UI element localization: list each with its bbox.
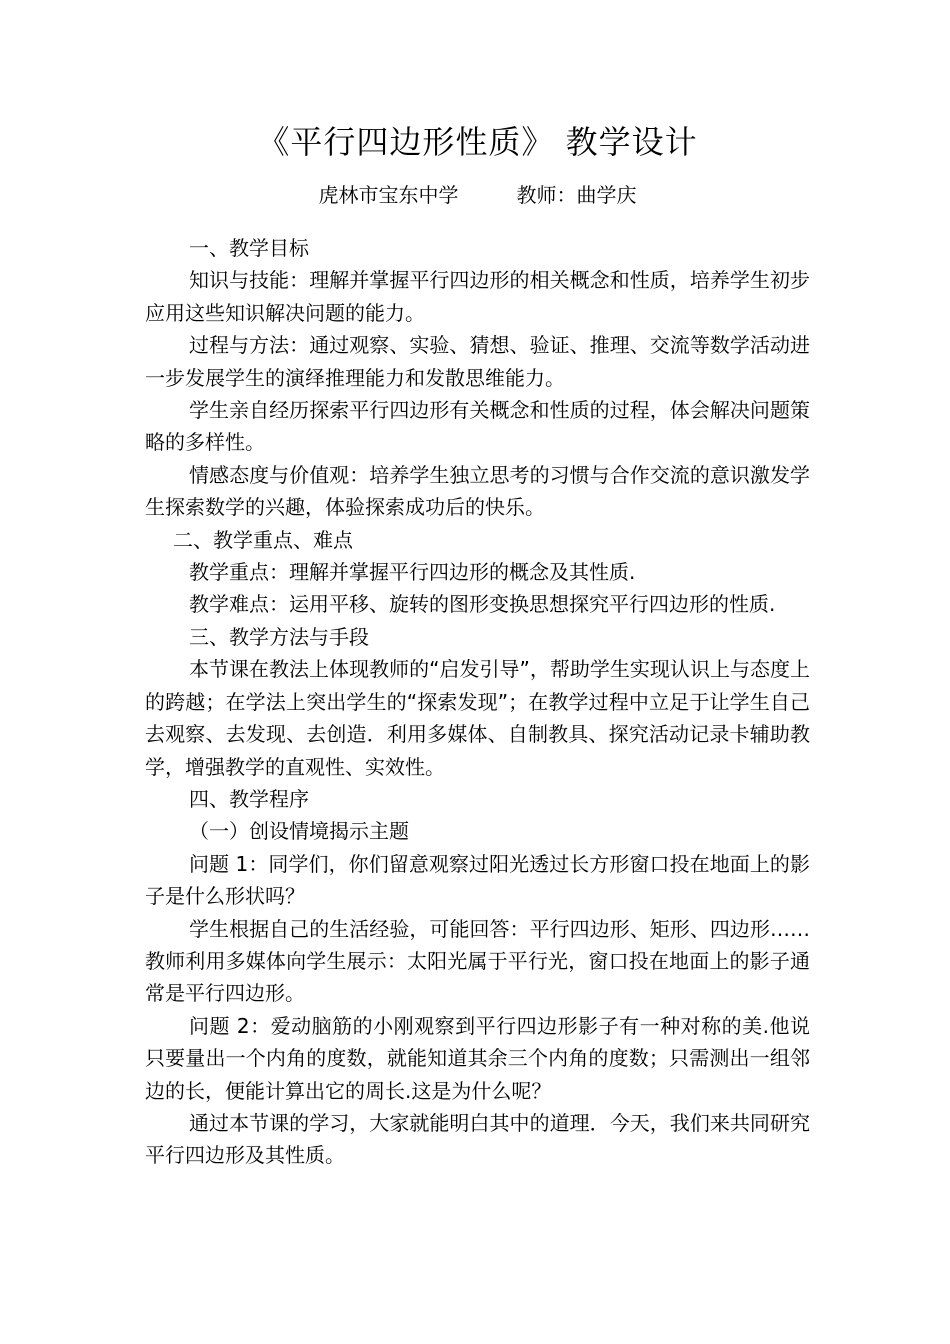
paragraph-question-2: 问题 2：爱动脑筋的小刚观察到平行四边形影子有一种对称的美.他说只要量出一个内角的度数，就能知道其余三个内角的度数；只需测出一组邻边的长，便能计算出它的周长.这是为什么呢？ — [145, 1013, 810, 1103]
document-byline — [145, 180, 810, 210]
paragraph-key-point: 教学重点：理解并掌握平行四边形的概念及其性质. — [189, 560, 636, 585]
section-heading-procedure: 四、教学程序 — [189, 786, 309, 811]
teacher-name: 教师：曲学庆 — [516, 183, 637, 207]
paragraph-knowledge-skills: 知识与技能：理解并掌握平行四边形的相关概念和性质，培养学生初步应用这些知识解决问题的能力。 — [145, 268, 810, 325]
paragraph-process-methods: 过程与方法：通过观察、实验、猜想、验证、推理、交流等数学活动进一步发展学生的演绎推理能力和发散思维能力。 — [145, 333, 810, 390]
document-page — [145, 112, 810, 1172]
paragraph-difficulty: 教学难点：运用平移、旋转的图形变换思想探究平行四边形的性质. — [189, 592, 776, 617]
section-heading-key-points: 二、教学重点、难点 — [173, 527, 353, 552]
section-heading-methods: 三、教学方法与手段 — [189, 624, 369, 649]
subsection-heading-scenario: （一）创设情境揭示主题 — [189, 819, 409, 844]
paragraph-introduction: 通过本节课的学习，大家就能明白其中的道理．今天，我们来共同研究平行四边形及其性质。 — [145, 1110, 810, 1168]
school-name: 虎林市宝东中学 — [318, 183, 459, 207]
section-heading-objectives: 一、教学目标 — [189, 236, 309, 260]
paragraph-attitudes-values: 情感态度与价值观：培养学生独立思考的习惯与合作交流的意识激发学生探索数学的兴趣，体验探索成功后的快乐。 — [145, 462, 810, 520]
paragraph-student-answer: 学生根据自己的生活经验，可能回答：平行四边形、矩形、四边形……教师利用多媒体向学生展示：太阳光属于平行光，窗口投在地面上的影子通常是平行四边形。 — [145, 916, 810, 1006]
paragraph-student-experience: 学生亲自经历探索平行四边形有关概念和性质的过程，体会解决问题策略的多样性。 — [145, 398, 810, 455]
paragraph-question-1: 问题 1：同学们，你们留意观察过阳光透过长方形窗口投在地面上的影子是什么形状吗？ — [145, 851, 810, 909]
document-title: 《平行四边形性质》 教学设计 — [257, 123, 698, 161]
paragraph-teaching-methods: 本节课在教法上体现教师的“启发引导”，帮助学生实现认识上与态度上的跨越；在学法上突出学生的“探索发现”；在教学过程中立足于让学生自己去观察、去发现、去创造．利用多媒体、自制教具、探究活动记录卡辅助教学，增强教学的直观性、实效性。 — [145, 657, 810, 779]
